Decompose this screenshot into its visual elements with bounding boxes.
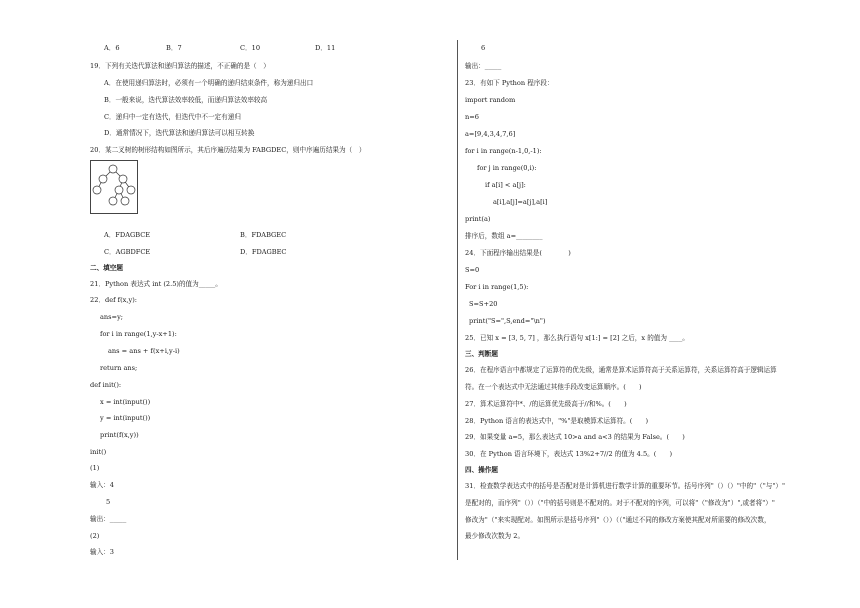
q20-option-d: D．FDAGBEC xyxy=(240,248,287,256)
column-divider xyxy=(457,40,458,560)
q22-line: y = int(input()) xyxy=(100,414,151,422)
q31-line: 是配对的，而序列"（））（"中的括号则是不配对的。对于不配对的序列，可以将"（"修改为"）",或者将"）" xyxy=(465,499,775,507)
q22-line: 输出：_____ xyxy=(90,515,127,523)
q18-option-b: B．7 xyxy=(166,44,182,52)
q22-line: 22．def f(x,y): xyxy=(90,296,137,304)
q22-line: print(f(x,y)) xyxy=(100,431,139,439)
q27: 27．算术运算符中*、/的运算优先级高于//和%。( ) xyxy=(465,400,627,408)
q20-stem: 20．某二叉树的树形结构如图所示，其后序遍历结果为 FABGDEC，则中序遍历结果为（ ） xyxy=(90,146,366,154)
q22-line: return ans; xyxy=(100,364,138,372)
q28: 28．Python 语言的表达式中，"%"是取模算术运算符。( ) xyxy=(465,417,649,425)
q23-line: 排序后，数组 a=________ xyxy=(465,232,543,240)
q21: 21．Python 表达式 int (2.5)的值为_____。 xyxy=(90,280,222,288)
q23-line: print(a) xyxy=(465,215,491,223)
q23-line: if a[i] < a[j]: xyxy=(485,181,526,189)
q30: 30．在 Python 语言环境下，表达式 13%2+7//2 的值为 4.5。( ) xyxy=(465,450,673,458)
q22-continued: 输出：_____ xyxy=(465,62,502,70)
q24-line: 24．下面程序输出结果是( ) xyxy=(465,249,571,257)
q23-line: a=[9,4,3,4,7,6] xyxy=(465,130,516,138)
q22-line: 输入：3 xyxy=(90,548,114,556)
q18-option-a: A．6 xyxy=(104,44,120,52)
q23-line: for i in range(n-1,0,-1): xyxy=(465,147,542,155)
q20-option-a: A．FDAGBCE xyxy=(104,231,151,239)
q25: 25．已知 x = [3, 5, 7] ，那么执行语句 x[1:] = [2] 之后，x 的值为 ____。 xyxy=(465,334,689,342)
q19-option-d: D．通常情况下，迭代算法和递归算法可以相互转换 xyxy=(104,129,255,137)
q19-option-b: B．一般来说，迭代算法效率较低，而递归算法效率较高 xyxy=(104,96,268,104)
q31-line: 31．检查数学表达式中的括号是否配对是计算机进行数学计算的重要环节。括号序列"（）（）"中的"（"与"）" xyxy=(465,482,786,490)
q22-line: ans=y; xyxy=(100,313,124,321)
q18-option-c: C．10 xyxy=(240,44,261,52)
section-fill-in-title: 二、填空题 xyxy=(90,264,123,272)
q19-stem: 19．下列有关迭代算法和递归算法的描述，不正确的是（ ） xyxy=(90,62,270,70)
q24-line: print("S=",S,end="\n") xyxy=(469,317,546,325)
q18-option-d: D．11 xyxy=(315,44,336,52)
q24-line: S=S+20 xyxy=(469,300,498,308)
q22-line: (1) xyxy=(90,464,100,472)
q19-option-c: C．递归中一定有迭代，但迭代中不一定有递归 xyxy=(104,113,241,121)
q22-line: def init(): xyxy=(90,381,122,389)
q20-option-c: C．AGBDFCE xyxy=(104,248,151,256)
q22-line: 输入：4 xyxy=(90,481,114,489)
q24-line: S=0 xyxy=(465,266,480,274)
q22-line: (2) xyxy=(90,532,100,540)
q23-line: import random xyxy=(465,96,516,104)
q22-line: x = int(input()) xyxy=(100,398,151,406)
q22-line: for i in range(1,y-x+1): xyxy=(100,330,177,338)
q20-option-b: B．FDABGEC xyxy=(240,231,287,239)
q22-line: ans = ans + f(x+i,y-i) xyxy=(108,347,180,355)
q31-line: 最少修改次数为 2。 xyxy=(465,532,525,540)
binary-tree-figure xyxy=(90,160,138,214)
section-operation-title: 四、操作题 xyxy=(465,466,498,474)
q19-option-a: A．在使用递归算法时，必须有一个明确的递归结束条件，称为递归出口 xyxy=(104,79,314,87)
q23-line: a[i],a[j]=a[j],a[i] xyxy=(493,198,548,206)
q31-line: 修改为"（"来实现配对。如图所示是括号序列"（））（（"通过不同的修改方案使其配对所需要的修改次数， xyxy=(465,516,771,524)
q23-line: 23．有如下 Python 程序段： xyxy=(465,79,554,87)
section-judgement-title: 三、判断题 xyxy=(465,350,498,358)
q26-line: 26．在程序语言中都规定了运算符的优先级，通常是算术运算符高于关系运算符，关系运算符高于逻辑运算 xyxy=(465,366,777,374)
q22-line: 5 xyxy=(106,498,111,506)
q22-line: init() xyxy=(90,448,107,456)
q23-line: n=6 xyxy=(465,113,479,121)
q29: 29．如果变量 a=5，那么表达式 10>a and a<3 的结果为 False。( ) xyxy=(465,433,685,441)
q26-line: 符。在一个表达式中无法通过其他手段改变运算顺序。( ) xyxy=(465,383,642,391)
q24-line: For i in range(1,5): xyxy=(465,283,529,291)
q22-continued: 6 xyxy=(481,44,486,52)
q23-line: for j in range(0,i): xyxy=(477,164,537,172)
